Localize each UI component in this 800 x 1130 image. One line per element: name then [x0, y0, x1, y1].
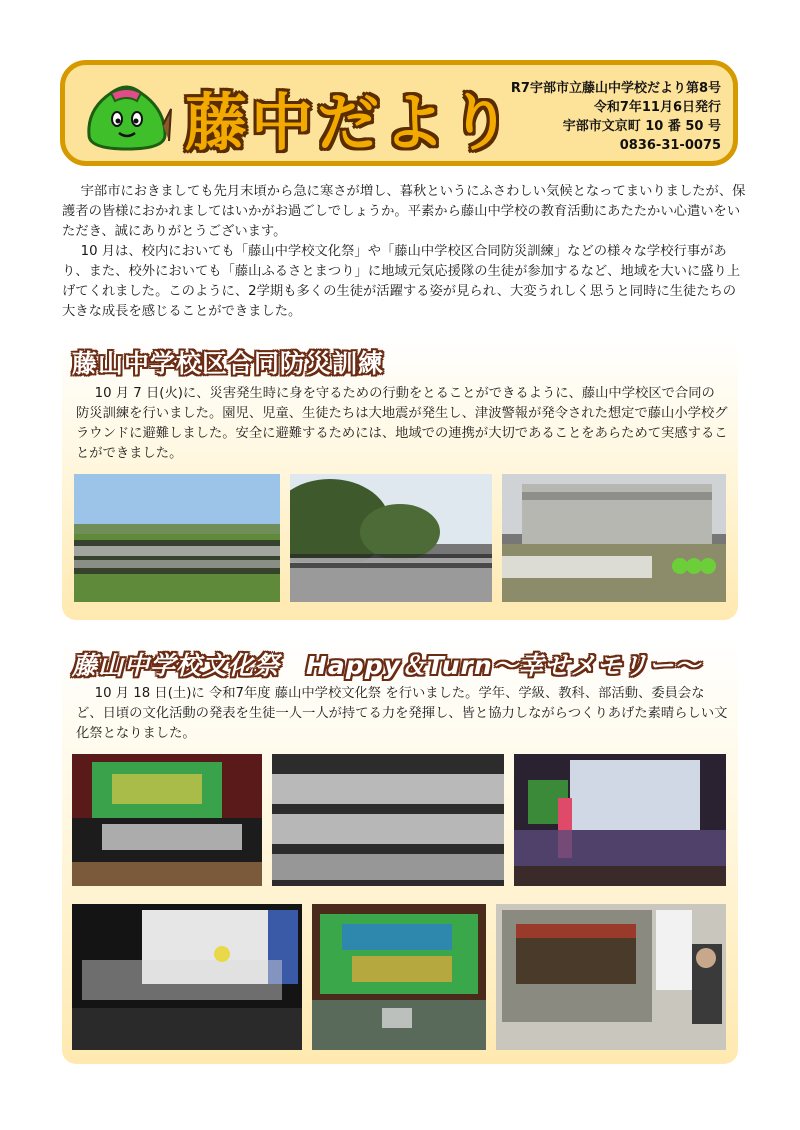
photo-drill-school-ground	[502, 474, 726, 602]
photo-festival-happy-turn-banner	[312, 904, 486, 1050]
masthead	[60, 60, 738, 166]
intro-text	[62, 182, 746, 322]
photo-festival-students-standing	[272, 754, 504, 886]
school-address: 宇部市文京町 10 番 50 号	[562, 119, 721, 134]
disaster-drill-section	[62, 338, 738, 620]
culture-festival-section	[62, 640, 738, 1064]
intro-paragraph-2: 10 月は、校内においても「藤山中学校文化祭」や「藤山中学校区合同防災訓練」などの様々な学校行事があり、また、校外においても「藤山ふるさとまつり」に地域元気応援隊の生徒が参加するなど、地域を大いに盛り上げてくれました。このように、2学期も多くの生徒が活躍する姿が見られ、大変うれしく思うと同時に生徒たちの大きな成長を感じることができました。	[62, 244, 741, 319]
issue-info	[511, 79, 721, 155]
section-title-disaster-drill: 藤山中学校区合同防災訓練	[72, 349, 385, 378]
newsletter-title: 藤中だより	[185, 86, 516, 159]
photo-drill-students-seated	[74, 474, 280, 602]
photo-festival-choir-stage	[72, 754, 262, 886]
section-title-culture-festival: 藤山中学校文化祭 Happy＆Turn～幸せメモリー～	[72, 651, 701, 680]
photo-drill-evacuation-walk	[290, 474, 492, 602]
green-mascot-character-icon	[81, 79, 173, 153]
intro-paragraph-1: 宇部市におきましても先月末頃から急に寒さが増し、暮秋というにふさわしい気候となってまいりましたが、保護者の皆様におかれましてはいかがお過ごしでしょうか。平素から藤山中学校の教育活動にあたたかい心遣いをいただき、誠にありがとうございます。	[62, 184, 746, 239]
issue-date: 令和7年11月6日発行	[593, 100, 721, 115]
photo-festival-historic-artwork	[496, 904, 726, 1050]
issue-number: R7宇部市立藤山中学校だより第8号	[510, 81, 721, 96]
photo-festival-stage-performance	[72, 904, 302, 1050]
photo-festival-presentation-screen	[514, 754, 726, 886]
section-body-disaster-drill: 10 月 7 日(火)に、災害発生時に身を守るための行動をとることができるように、藤山中学校区で合同の防災訓練を行いました。園児、児童、生徒たちは大地震が発生し、津波警報が発令された想定で藤山小学校グラウンドに避難しました。安全に避難するためには、地域での連携が大切であることをあらためて実感することができました。	[76, 386, 728, 461]
school-phone: 0836-31-0075	[619, 138, 721, 153]
section-body-culture-festival: 10 月 18 日(土)に 令和7年度 藤山中学校文化祭 を行いました。学年、学級、教科、部活動、委員会など、日頃の文化活動の発表を生徒一人一人が持てる力を発揮し、皆と協力しながらつくりあげた素晴らしい文化祭となりました。	[76, 686, 728, 741]
